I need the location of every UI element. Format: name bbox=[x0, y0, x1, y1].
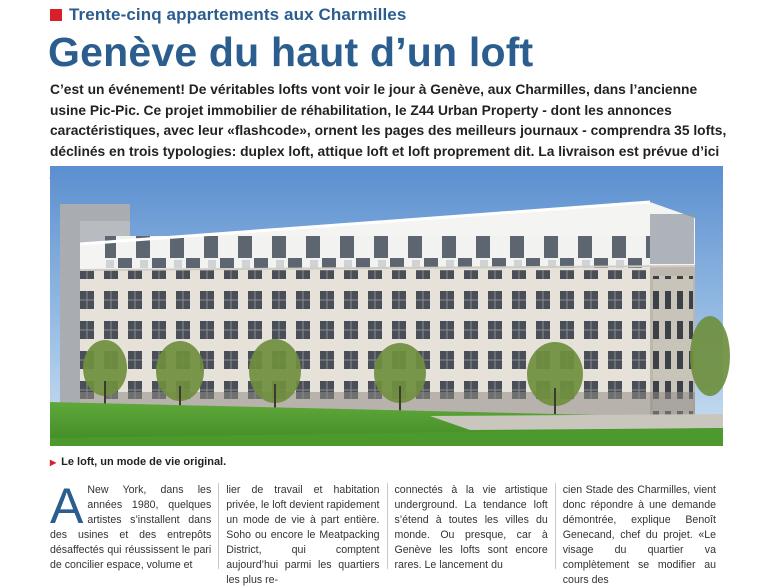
lead-paragraph: C’est un événement! De véritables lofts vont voir le jour à Genève, aux Charmilles, dans l’ancienne usine Pic-Pic. Ce projet immobilier de réhabilitation, le Z44 Urban Property - dont les annonces caractéristiques, avec leur «flashcode», ornent les pages des meilleurs journaux - comprendra 35 lofts, déclinés en trois typologies: duplex loft, attique loft et loft proprement dit. La livraison est prévue d’ici bbox=[50, 82, 727, 159]
dropcap: A bbox=[50, 478, 84, 534]
column-3-text: connectés à la vie artistique underground. La tendance loft s’étend à toutes les villes du monde. Ou presque, car à Genève les lofts sont encore rares. Le lancement du bbox=[394, 484, 548, 571]
photo-caption bbox=[50, 456, 226, 468]
building-rendering-image bbox=[50, 166, 723, 446]
article-column-1 bbox=[50, 478, 218, 571]
kicker-red-square-icon bbox=[50, 9, 62, 21]
article-column-3 bbox=[387, 483, 555, 569]
article-column-2 bbox=[218, 483, 386, 586]
kicker bbox=[50, 4, 406, 26]
column-2-text: lier de travail et habitation privée, le loft devient rapidement un mode de vie à part entière. Soho ou encore le Meatpacking District, qui comptent aujourd’hui parmi les quartiers les plus re- bbox=[226, 484, 380, 586]
column-1-text: New York, dans les années 1980, quelques artistes s’installent dans des usines et des entrepôts désaffectés qui réussissent le pari de concilier espace, volume et bbox=[50, 484, 212, 571]
caption-arrow-icon: ▶ bbox=[50, 457, 57, 467]
kicker-text: Trente-cinq appartements aux Charmilles bbox=[69, 5, 407, 24]
article-column-4 bbox=[555, 483, 723, 586]
column-4-text: cien Stade des Charmilles, vient donc répondre à une demande démontrée, explique Benoît Genecand, chef du projet. «Le visage du quartier va complètement se modifier au cours des bbox=[562, 484, 716, 586]
caption-text: Le loft, un mode de vie original. bbox=[61, 456, 227, 468]
headline: Genève du haut d’un loft bbox=[48, 29, 534, 75]
article-columns bbox=[50, 478, 723, 586]
